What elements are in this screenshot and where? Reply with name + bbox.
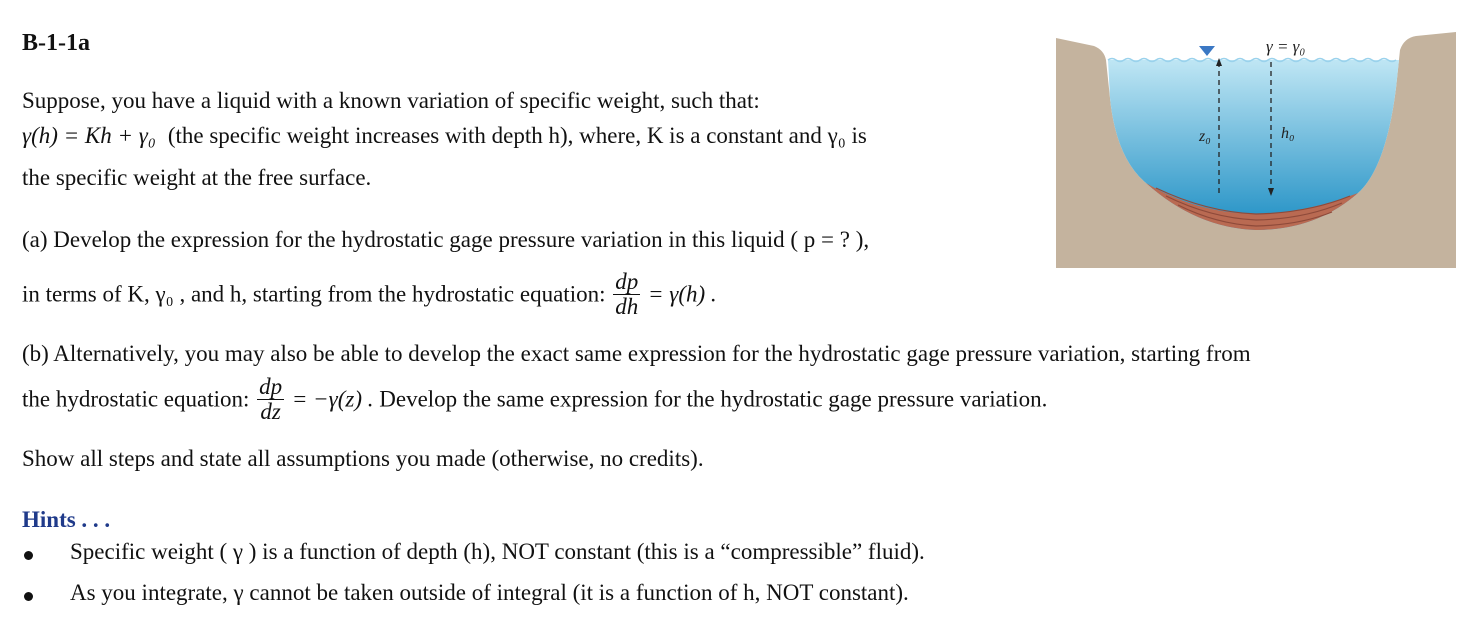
bullet-dot [24, 592, 33, 601]
part-a-fraction [613, 270, 640, 319]
hints-title: Hints . . . [22, 507, 111, 532]
part-b-fraction [257, 375, 284, 424]
surface-label: γ = γ₀ [1266, 37, 1306, 56]
part-b-numerator: dp [259, 374, 283, 399]
instructions: Show all steps and state all assumptions you made (otherwise, no credits). [22, 446, 704, 471]
part-b-denominator: dz [260, 399, 281, 424]
hint-item-2: As you integrate, γ cannot be taken outside of integral (it is a function of h, NOT constant). [70, 580, 909, 605]
intro-line-3: the specific weight at the free surface. [22, 165, 372, 190]
intro-line-2-text: (the specific weight increases with depth h), where, K is a constant and γ₀ is [167, 123, 867, 148]
reservoir-figure [1056, 28, 1456, 268]
z0-label: z₀ [1199, 128, 1211, 145]
problem-id: B-1-1a [22, 30, 90, 56]
part-b-line-2 [22, 375, 1047, 424]
part-a-denominator: dh [615, 294, 639, 319]
part-b-line-1: (b) Alternatively, you may also be able to develop the exact same expression for the hydrostatic gage pressure variation, starting from [22, 341, 1251, 366]
part-a-line-2 [22, 270, 717, 319]
reservoir-diagram [1056, 28, 1456, 268]
hint-item-1: Specific weight ( γ ) is a function of depth (h), NOT constant (this is a “compressible” fluid). [70, 539, 925, 564]
intro-equation: γ(h) = Kh + γ₀ [22, 123, 156, 148]
intro-line-1: Suppose, you have a liquid with a known variation of specific weight, such that: [22, 88, 760, 113]
bullet-dot [24, 551, 33, 560]
part-a-rhs: = γ(h) . [647, 281, 717, 307]
intro-line-2 [22, 123, 867, 149]
h0-label: h₀ [1281, 125, 1295, 142]
part-a-numerator: dp [615, 269, 639, 294]
part-a-line-2-text: in terms of K, γ₀ , and h, starting from the hydrostatic equation: [22, 281, 606, 307]
part-b-rhs: = −γ(z) . [291, 386, 374, 412]
part-b-line-2-post: Develop the same expression for the hydrostatic gage pressure variation. [379, 386, 1048, 412]
part-b-line-2-pre: the hydrostatic equation: [22, 386, 250, 412]
part-a-line-1: (a) Develop the expression for the hydrostatic gage pressure variation in this liquid ( p = ? ), [22, 227, 870, 252]
